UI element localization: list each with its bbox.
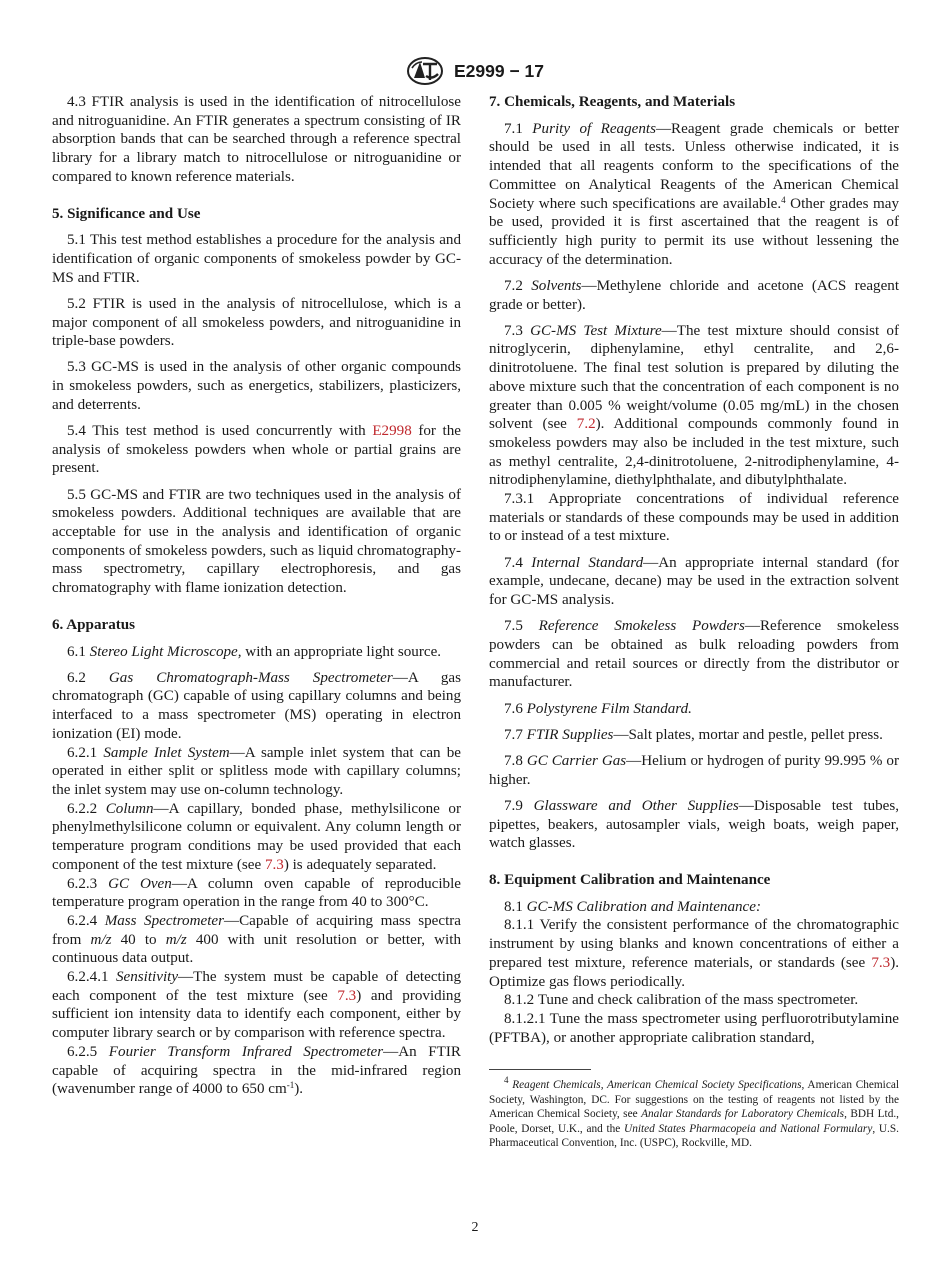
link-7-3[interactable]: 7.3	[871, 954, 891, 971]
left-column	[52, 93, 461, 1099]
paragraph-5-5: 5.5 GC-MS and FTIR are two techniques used in the analysis of smokeless powders. Additional techniques are available that are acceptable for use in the analysis and identification of organic components of smokeless powders, such as liquid chromatography-mass spectrometry, capillary electrophoresis, and gas chromatography with flame ionization detection.	[52, 486, 461, 597]
section-8-heading: 8. Equipment Calibration and Maintenance	[489, 872, 771, 889]
paragraph-4-3: 4.3 FTIR analysis is used in the identification of nitrocellulose and nitroguanidine. An FTIR generates a spectrum consisting of IR absorption bands that can be searched through a reference spectral library for a library match to nitrocellulose or nitroguanidine or compared to known reference materials.	[52, 94, 461, 185]
paragraph-8-1-2-1: 8.1.2.1 Tune the mass spectrometer using perfluorotributylamine (PFTBA), or another appropriate calibration standard,	[489, 1010, 899, 1046]
section-5-heading: 5. Significance and Use	[52, 205, 201, 222]
astm-logo-icon	[406, 56, 444, 86]
link-7-2[interactable]: 7.2	[576, 416, 596, 433]
paragraph-5-4: 5.4 This test method is used concurrently with E2998 for the analysis of smokeless powders when whole or partial grains are present.	[52, 423, 461, 477]
section-7-heading: 7. Chemicals, Reagents, and Materials	[489, 94, 736, 110]
link-e2998[interactable]: E2998	[372, 423, 412, 440]
paragraph-7-9: 7.9 Glassware and Other Supplies—Disposable test tubes, pipettes, beakers, autosampler vials, weigh boats, weigh paper, watch glasses.	[489, 797, 900, 852]
footnote-ref: 4	[781, 194, 786, 205]
paragraph-7-3-1: 7.3.1 Appropriate concentrations of individual reference materials or standards of these compounds may be used in addition to or instead of a test mixture.	[489, 491, 899, 545]
footnote-4: $^4$ Reagent Chemicals, American Chemical Society Specifications, American Chemical Society, Washington, DC. For suggestions on the testing of reagents not listed by the American Chemical Society, see Analar Standards for Laboratory Chemicals, BDH Ltd., Poole, Dorset, U.K., and the United States Pharmacopeia and National Formulary, U.S. Pharmaceutical Convention, Inc. (USPC), Rockville, MD.	[489, 1075, 899, 1149]
paragraph-7-8: 7.8 GC Carrier Gas—Helium or hydrogen of purity 99.995 % or higher.	[489, 753, 899, 788]
footnote-divider	[489, 1069, 591, 1070]
paragraph-6-2-5: 6.2.5 Fourier Transform Infrared Spectrometer—An FTIR capable of acquiring spectra in the mid-infrared region (wavenumber range of 4000 to 650 $cm^{-1}$).	[52, 1043, 461, 1098]
paragraph-6-2-3: 6.2.3 GC Oven—A column oven capable of reproducible temperature program operation in the range from 40 to 300°C.	[52, 875, 461, 911]
paragraph-7-2: 7.2 Solvents—Methylene chloride and acetone (ACS reagent grade or better).	[489, 277, 900, 313]
paragraph-7-3: 7.3 GC-MS Test Mixture—The test mixture should consist of nitroglycerin, diphenylamine, ethyl centralite, and 2,6-dinitrotoluene. The final test solution is prepared by diluting the above mixture such that the concentration of each component is no greater than 0.005 % weight/volume (0.05 mg/mL) in the chosen solvent (see 7.2). Additional compounds commonly found in smokeless powders may also be included in the test mixture, such as methyl centralite, 2,4-dinitrotoluene, 2-nitrodiphenylamine, 4-nitrodiphenylamine, diethylphthalate, and dibutylphthalate.	[489, 322, 900, 489]
paragraph-8-1-1: 8.1.1 Verify the consistent performance of the chromatographic instrument by using blanks and known concentrations of either a prepared test mixture, reference materials, or standards (see 7.3). Optimize gas flows periodically.	[489, 917, 899, 990]
paragraph-8-1-2: 8.1.2 Tune and check calibration of the mass spectrometer.	[504, 992, 859, 1009]
link-7-3[interactable]: 7.3	[264, 856, 284, 873]
paragraph-6-2-4: 6.2.4 Mass Spectrometer—Capable of acquiring mass spectra from m/z 40 to m/z 400 with unit resolution or better, with continuous data output.	[52, 912, 461, 967]
paragraph-7-7: 7.7 FTIR Supplies—Salt plates, mortar and pestle, pellet press.	[504, 726, 883, 743]
paragraph-7-6: 7.6 Polystyrene Film Standard.	[504, 700, 692, 717]
paragraph-5-2: 5.2 FTIR is used in the analysis of nitrocellulose, which is a major component of all smokeless powders, and nitroguanidine in triple-base powders.	[52, 295, 461, 350]
paragraph-7-5: 7.5 Reference Smokeless Powders—Reference smokeless powders can be obtained as bulk reloading powders from commercial and retail sources or directly from the distributor or manufacturer.	[489, 618, 899, 691]
right-column	[489, 93, 899, 1150]
paragraph-6-2-2: 6.2.2 Column—A capillary, bonded phase, methylsilicone or phenylmethylsilicone column or equivalent. Any column length or temperature program conditions may be used provided that each component of the test mixture (see 7.3) is adequately separated.	[52, 800, 461, 873]
paragraph-7-1: 7.1 Purity of Reagents—Reagent grade chemicals or better should be used in all tests. Unless otherwise indicated, it is intended that all reagents conform to the specifications of the Committee on Analytical Reagents of the American Chemical Society where such specifications are available.$^4$ Other grades may be used, provided it is first ascertained that the reagent is of sufficiently high purity to permit its use without lessening the accuracy of the determination.	[489, 120, 900, 268]
document-designation: E2999 − 17	[453, 60, 544, 81]
link-7-3[interactable]: 7.3	[337, 987, 357, 1004]
section-6-heading: 6. Apparatus	[52, 616, 136, 633]
paragraph-6-2-4-1: 6.2.4.1 Sensitivity—The system must be capable of detecting each component of the test mixture (see 7.3) and providing sufficient ion intensity data to identify each component, either by computer library search or by comparison with reference spectra.	[52, 969, 461, 1042]
paragraph-5-3: 5.3 GC-MS is used in the analysis of other organic compounds in smokeless powders, such as energetics, stabilizers, plasticizers, and deterrents.	[52, 359, 461, 413]
paragraph-6-1: 6.1 Stereo Light Microscope, with an appropriate light source.	[67, 643, 442, 660]
paragraph-5-1: 5.1 This test method establishes a procedure for the analysis and identification of organic components of smokeless powder by GC-MS and FTIR.	[52, 232, 461, 286]
paragraph-6-2: 6.2 Gas Chromatograph-Mass Spectrometer—A gas chromatograph (GC) capable of using capillary columns and being interfaced to a mass spectrometer (MS) operating in electron ionization (EI) mode.	[52, 669, 461, 742]
paragraph-6-2-1: 6.2.1 Sample Inlet System—A sample inlet system that can be operated in either split or splitless mode with capillary columns; the inlet system may use on-column technology.	[52, 744, 461, 798]
page-number: 2	[471, 1220, 479, 1235]
paragraph-7-4: 7.4 Internal Standard—An appropriate internal standard (for example, undecane, decane) may be used in the extraction solvent for GC-MS analysis.	[489, 554, 899, 609]
page-header	[0, 56, 950, 86]
paragraph-8-1: 8.1 GC-MS Calibration and Maintenance:	[504, 898, 761, 915]
